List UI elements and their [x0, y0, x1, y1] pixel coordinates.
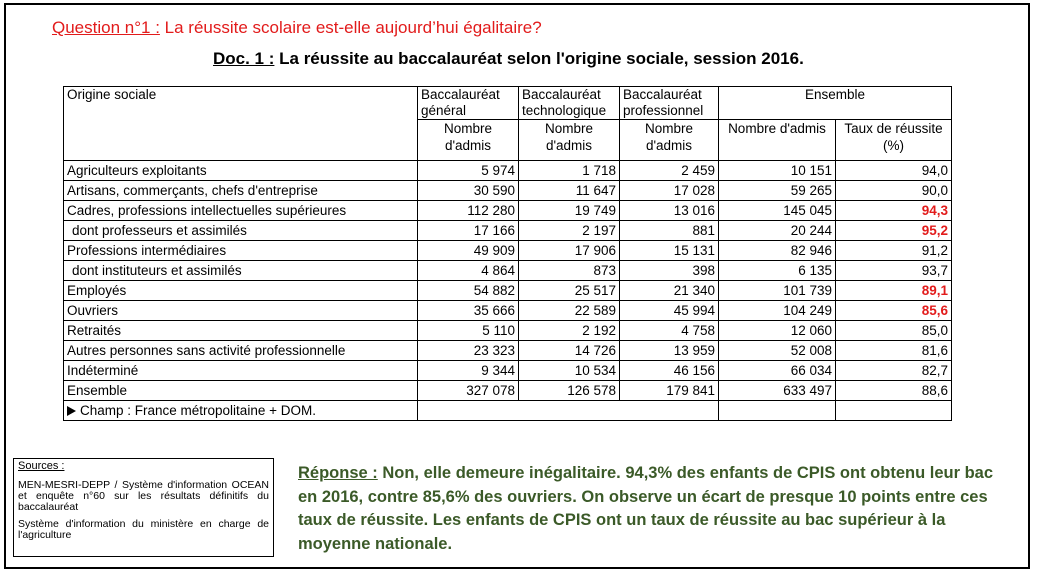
subheader-admis-line1: Nombre — [443, 121, 492, 136]
table-row — [64, 301, 952, 321]
cell-pro: 46 156 — [620, 361, 719, 381]
cell-taux: 85,0 — [836, 321, 952, 341]
row-label: Agriculteurs exploitants — [64, 161, 418, 181]
cell-taux: 88,6 — [836, 381, 952, 401]
cell-techno: 1 718 — [519, 161, 620, 181]
cell-ensemble-admis: 101 739 — [719, 281, 836, 301]
champ-empty — [519, 401, 620, 421]
question-text: La réussite scolaire est-elle aujourd’hui égalitaire? — [159, 18, 542, 37]
triangle-bullet-icon — [67, 406, 76, 416]
sources-text-2: Système d'information du ministère en charge de l'agriculture — [18, 518, 269, 541]
cell-general: 5 110 — [418, 321, 519, 341]
subheader-admis-general — [418, 120, 519, 161]
table-row — [64, 181, 952, 201]
table-body — [64, 161, 952, 401]
document-title — [213, 49, 804, 69]
cell-taux: 94,3 — [836, 201, 952, 221]
champ-note — [64, 401, 418, 421]
cell-pro: 179 841 — [620, 381, 719, 401]
subheader-taux — [836, 120, 952, 161]
table-row — [64, 281, 952, 301]
subheader-taux-line2: (%) — [883, 138, 904, 153]
cell-general: 30 590 — [418, 181, 519, 201]
table-row — [64, 361, 952, 381]
col-header-origine: Origine sociale — [64, 87, 418, 161]
subheader-admis-pro — [620, 120, 719, 161]
champ-text: Champ : France métropolitaine + DOM. — [80, 403, 316, 418]
row-label: Retraités — [64, 321, 418, 341]
cell-pro: 4 758 — [620, 321, 719, 341]
table-row — [64, 341, 952, 361]
cell-techno: 10 534 — [519, 361, 620, 381]
results-table — [63, 86, 952, 421]
row-label: Indéterminé — [64, 361, 418, 381]
row-label: Ensemble — [64, 381, 418, 401]
table-row — [64, 161, 952, 181]
table-row — [64, 201, 952, 221]
col-header-pro-line2: professionnel — [623, 103, 704, 118]
subheader-admis-techno — [519, 120, 620, 161]
document-label: Doc. 1 : — [213, 49, 275, 68]
cell-ensemble-admis: 145 045 — [719, 201, 836, 221]
cell-techno: 22 589 — [519, 301, 620, 321]
col-header-pro — [620, 87, 719, 120]
cell-taux: 82,7 — [836, 361, 952, 381]
subheader-admis-line2: d'admis — [645, 138, 693, 153]
sources-label: Sources : — [18, 460, 65, 472]
sources-box — [13, 458, 274, 557]
document-title-text: La réussite au baccalauréat selon l'origine sociale, session 2016. — [274, 49, 804, 68]
row-label: Cadres, professions intellectuelles supérieures — [64, 201, 418, 221]
cell-pro: 2 459 — [620, 161, 719, 181]
cell-taux: 85,6 — [836, 301, 952, 321]
cell-techno: 873 — [519, 261, 620, 281]
cell-taux: 94,0 — [836, 161, 952, 181]
table-row — [64, 321, 952, 341]
cell-general: 23 323 — [418, 341, 519, 361]
champ-empty — [836, 401, 952, 421]
cell-pro: 398 — [620, 261, 719, 281]
champ-empty — [719, 401, 836, 421]
cell-general: 112 280 — [418, 201, 519, 221]
cell-ensemble-admis: 52 008 — [719, 341, 836, 361]
cell-general: 35 666 — [418, 301, 519, 321]
cell-general: 49 909 — [418, 241, 519, 261]
row-label: dont professeurs et assimilés — [64, 221, 418, 241]
row-label: Artisans, commerçants, chefs d'entreprise — [64, 181, 418, 201]
cell-techno: 11 647 — [519, 181, 620, 201]
cell-pro: 21 340 — [620, 281, 719, 301]
col-header-ensemble: Ensemble — [719, 87, 952, 120]
champ-empty — [620, 401, 719, 421]
col-header-general — [418, 87, 519, 120]
col-header-general-line2: général — [421, 103, 467, 118]
cell-techno: 14 726 — [519, 341, 620, 361]
sources-text-1: MEN-MESRI-DEPP / Système d'information OCEAN et enquête n°60 sur les résultats définitifs du baccalauréat — [18, 479, 269, 513]
subheader-admis-line2: d'admis — [545, 138, 593, 153]
cell-ensemble-admis: 6 135 — [719, 261, 836, 281]
col-header-general-line1: Baccalauréat — [421, 87, 500, 102]
row-label: Professions intermédiaires — [64, 241, 418, 261]
cell-general: 4 864 — [418, 261, 519, 281]
cell-pro: 17 028 — [620, 181, 719, 201]
cell-pro: 45 994 — [620, 301, 719, 321]
subheader-ensemble-admis: Nombre d'admis — [719, 120, 836, 161]
cell-ensemble-admis: 10 151 — [719, 161, 836, 181]
question-heading — [52, 18, 542, 38]
table-row — [64, 261, 952, 281]
cell-techno: 126 578 — [519, 381, 620, 401]
cell-pro: 15 131 — [620, 241, 719, 261]
cell-ensemble-admis: 633 497 — [719, 381, 836, 401]
cell-ensemble-admis: 66 034 — [719, 361, 836, 381]
cell-taux: 90,0 — [836, 181, 952, 201]
cell-general: 327 078 — [418, 381, 519, 401]
cell-taux: 91,2 — [836, 241, 952, 261]
cell-taux: 93,7 — [836, 261, 952, 281]
row-label: dont instituteurs et assimilés — [64, 261, 418, 281]
subheader-taux-line1: Taux de réussite — [844, 121, 943, 136]
cell-techno: 2 197 — [519, 221, 620, 241]
cell-ensemble-admis: 104 249 — [719, 301, 836, 321]
cell-general: 17 166 — [418, 221, 519, 241]
cell-ensemble-admis: 12 060 — [719, 321, 836, 341]
cell-techno: 19 749 — [519, 201, 620, 221]
row-label: Autres personnes sans activité professionnelle — [64, 341, 418, 361]
cell-techno: 17 906 — [519, 241, 620, 261]
col-header-techno-line2: technologique — [522, 103, 607, 118]
champ-row — [64, 401, 952, 421]
col-header-pro-line1: Baccalauréat — [623, 87, 702, 102]
header-row — [64, 87, 952, 120]
cell-general: 54 882 — [418, 281, 519, 301]
cell-pro: 13 959 — [620, 341, 719, 361]
champ-empty — [418, 401, 519, 421]
cell-taux: 89,1 — [836, 281, 952, 301]
table-row — [64, 221, 952, 241]
cell-techno: 25 517 — [519, 281, 620, 301]
subheader-admis-line2: d'admis — [444, 138, 492, 153]
question-label: Question n°1 : — [52, 18, 160, 37]
col-header-techno — [519, 87, 620, 120]
col-header-techno-line1: Baccalauréat — [522, 87, 601, 102]
cell-general: 5 974 — [418, 161, 519, 181]
subheader-admis-line1: Nombre — [644, 121, 693, 136]
table-row — [64, 241, 952, 261]
table-row — [64, 381, 952, 401]
subheader-admis-line1: Nombre — [544, 121, 593, 136]
cell-pro: 13 016 — [620, 201, 719, 221]
cell-pro: 881 — [620, 221, 719, 241]
answer-label: Réponse : — [298, 464, 378, 482]
cell-taux: 81,6 — [836, 341, 952, 361]
cell-techno: 2 192 — [519, 321, 620, 341]
row-label: Ouvriers — [64, 301, 418, 321]
cell-ensemble-admis: 59 265 — [719, 181, 836, 201]
cell-general: 9 344 — [418, 361, 519, 381]
cell-ensemble-admis: 82 946 — [719, 241, 836, 261]
row-label: Employés — [64, 281, 418, 301]
answer-text: Non, elle demeure inégalitaire. 94,3% des enfants de CPIS ont obtenu leur bac en 2016, contre 85,6% des ouvriers. On observe un écart de presque 10 points entre ces taux de réussite. Les enfants de CPIS ont un taux de réussite au bac supérieur à la moyenne nationale. — [298, 464, 994, 553]
cell-taux: 95,2 — [836, 221, 952, 241]
answer-paragraph — [298, 462, 1008, 556]
cell-ensemble-admis: 20 244 — [719, 221, 836, 241]
